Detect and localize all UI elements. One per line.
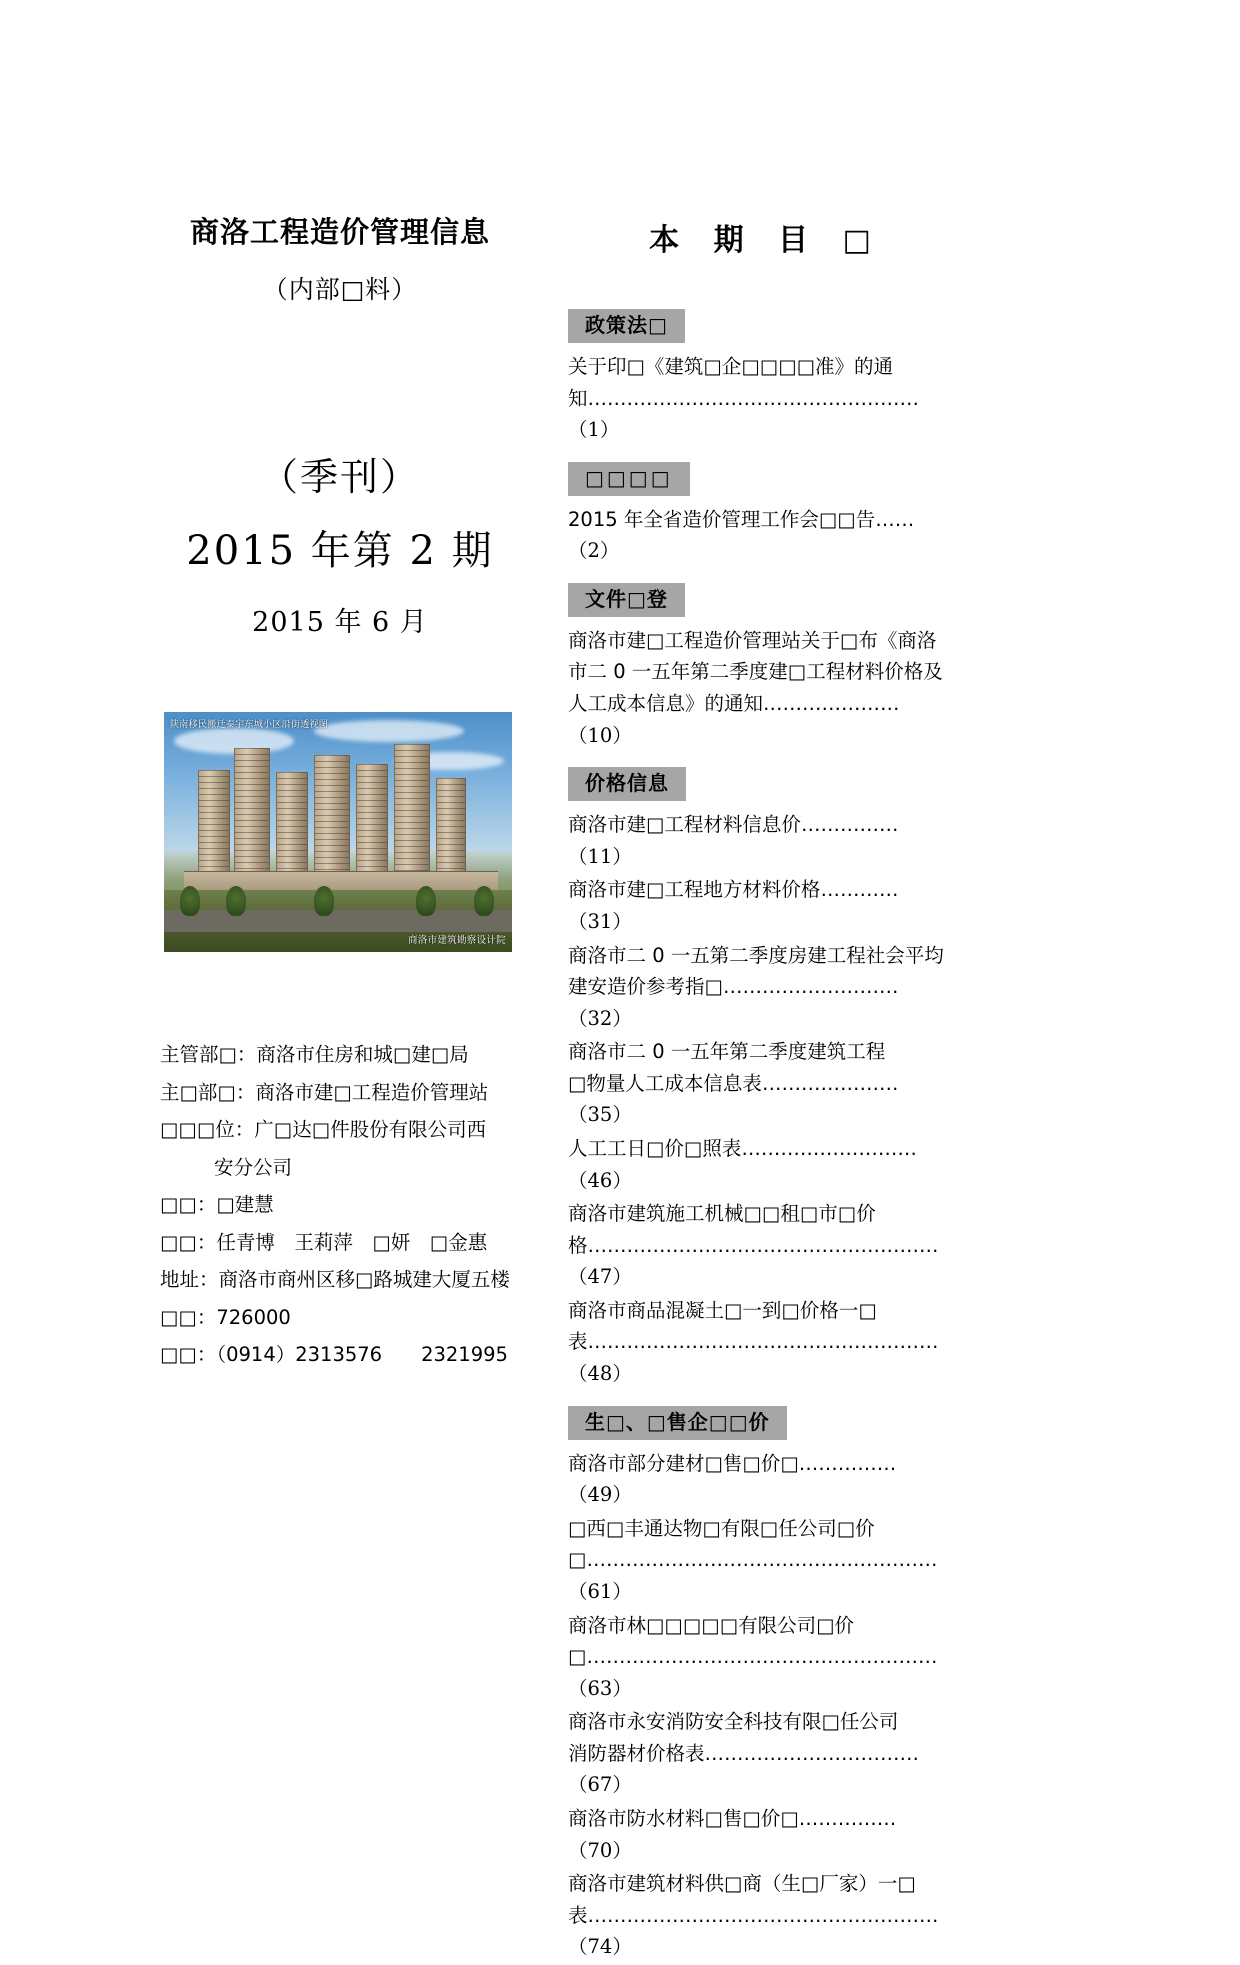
- tower-building: [234, 748, 270, 890]
- toc-leader-dots: …………: [820, 878, 899, 902]
- toc-page-number: （63）: [568, 1676, 632, 1700]
- imprint-line: □□：726000: [160, 1305, 291, 1329]
- cloud-shape: [314, 720, 464, 742]
- tower-building: [394, 744, 430, 890]
- toc-leader-dots: ………………………………………………: [586, 1645, 938, 1669]
- publication-issue: 2015 年第 2 期: [186, 527, 494, 574]
- toc-entry[interactable]: [568, 1133, 960, 1196]
- toc-entry-line: 商洛市永安消防安全科技有限□任公司: [568, 1710, 899, 1734]
- street-road: [164, 910, 512, 932]
- imprint-line: □□：□建慧: [160, 1193, 274, 1216]
- toc-entry[interactable]: [568, 351, 960, 446]
- toc-page-number: （1）: [568, 418, 620, 442]
- imprint-line: □□□位：广□达□件股份有限公司西: [160, 1118, 487, 1141]
- toc-section-badge: 文件□登: [568, 583, 685, 617]
- building-rendering-image: [164, 712, 512, 952]
- imprint-line: 地址：商洛市商州区移□路城建大厦五楼: [160, 1268, 510, 1291]
- toc-entry[interactable]: [568, 809, 960, 872]
- cover-column: [150, 200, 530, 1366]
- tree-shape: [474, 886, 494, 916]
- toc-entry[interactable]: [568, 504, 960, 567]
- toc-leader-dots: ………………………………………………: [587, 1330, 939, 1354]
- toc-entry-line: 商洛市二 0 一五第二季度房建工程社会平均: [568, 943, 944, 967]
- toc-entry-line: 2015 年全省造价管理工作会□□告: [568, 507, 876, 531]
- imprint-line: □□：任青博 王莉萍 □妍 □金惠: [160, 1230, 488, 1254]
- toc-entry-line: 商洛市防水材料□售□价□: [568, 1806, 799, 1830]
- publication-date: 2015 年 6 月: [252, 606, 428, 638]
- toc-page-number: （32）: [568, 1006, 632, 1030]
- toc-entry[interactable]: [568, 1198, 960, 1293]
- tower-building: [314, 755, 350, 890]
- toc-page-number: （47）: [568, 1265, 632, 1289]
- toc-entry-line: 商洛市建□工程材料信息价: [568, 813, 801, 837]
- imprint-line: □□：（0914）2313576 2321995: [160, 1343, 508, 1366]
- toc-leader-dots: ……………: [800, 813, 899, 837]
- toc-page-number: （31）: [568, 909, 632, 933]
- imprint-line: 主管部□：商洛市住房和城□建□局: [160, 1043, 469, 1066]
- toc-entry-line: 商洛市商品混凝土□一到□价格一□表: [568, 1298, 877, 1354]
- image-caption-bottom-right: 商洛市建筑勘察设计院: [407, 935, 506, 946]
- toc-entry-line: 关于印□《建筑□企□□□□准》的通知: [568, 355, 894, 410]
- toc-section-badge: 价格信息: [568, 767, 686, 801]
- toc-section-badge: 政策法□: [568, 309, 685, 343]
- toc-section-badge: 生□、□售企□□价: [568, 1406, 787, 1440]
- toc-page-number: （74）: [568, 1935, 632, 1959]
- toc-entry-line: 商洛市建筑施工机械□□租□市□价格: [568, 1202, 876, 1257]
- toc-entry-line: 商洛市建□工程造价管理站关于□布《商洛: [568, 628, 937, 652]
- toc-page-number: （10）: [568, 723, 632, 747]
- toc-leader-dots: ………………………………………………: [587, 1233, 939, 1257]
- toc-page-number: （67）: [568, 1773, 632, 1797]
- toc-leader-dots: ……………………………………………: [587, 386, 920, 410]
- toc-leader-dots: ………………………: [722, 975, 899, 999]
- imprint-line: 主□部□：商洛市建□工程造价管理站: [160, 1080, 489, 1104]
- toc-entry[interactable]: [568, 1448, 960, 1511]
- toc-entry-line: 商洛市建筑材料供□商（生□厂家）一□表: [568, 1872, 916, 1927]
- tree-shape: [416, 886, 436, 916]
- toc-leader-dots: ………………………………………………: [587, 1903, 939, 1927]
- toc-leader-dots: ………………………: [741, 1136, 917, 1160]
- publication-frequency: （季刊）: [259, 454, 420, 499]
- toc-entry-line: 商洛市二 0 一五年第二季度建筑工程: [568, 1040, 886, 1064]
- toc-entry[interactable]: [568, 874, 960, 937]
- tree-shape: [314, 886, 334, 916]
- toc-entry-line: 建安造价参考指□: [568, 975, 723, 999]
- toc-leader-dots: ………………………………………………: [586, 1548, 938, 1572]
- toc-leader-dots: ……………………………: [704, 1741, 920, 1765]
- toc-page-number: （2）: [568, 539, 620, 563]
- toc-entry[interactable]: [568, 1610, 960, 1705]
- imprint-line: 安分公司: [214, 1155, 293, 1179]
- toc-entry-line: 市二 0 一五年第二季度建□工程材料价格及: [568, 660, 943, 684]
- toc-entry-line: 商洛市建□工程地方材料价格: [568, 878, 821, 902]
- toc-entry[interactable]: [568, 1513, 960, 1608]
- toc-entry-line: □西□丰通达物□有限□任公司□价□: [568, 1516, 875, 1572]
- toc-leader-dots: ……………: [798, 1806, 897, 1830]
- toc-entry[interactable]: [568, 625, 960, 751]
- toc-entry-line: 商洛市林□□□□□有限公司□价□: [568, 1613, 855, 1669]
- imprint-block: [160, 1045, 532, 1383]
- toc-entry[interactable]: [568, 1803, 960, 1866]
- toc-entry[interactable]: [568, 1036, 960, 1131]
- toc-page-number: （35）: [568, 1103, 632, 1127]
- publication-subtitle: （内部□料）: [262, 274, 418, 304]
- cover-illustration: [164, 712, 512, 952]
- toc-leader-dots: …………………: [761, 1071, 899, 1095]
- toc-page-number: （70）: [568, 1838, 632, 1862]
- table-of-contents-column: [560, 215, 960, 1965]
- toc-page-number: （11）: [568, 844, 632, 868]
- tree-shape: [180, 886, 200, 916]
- image-caption-top-left: 陕南移民搬迁泰宇东城小区沿街透视图: [170, 720, 329, 730]
- toc-page-number: （48）: [568, 1362, 632, 1386]
- toc-page-number: （46）: [568, 1168, 632, 1192]
- toc-page-number: （61）: [568, 1579, 632, 1603]
- toc-entry[interactable]: [568, 1706, 960, 1801]
- toc-entry-line: 人工成本信息》的通知: [568, 692, 764, 716]
- toc-entry[interactable]: [568, 1868, 960, 1963]
- toc-entry-line: 消防器材价格表: [568, 1741, 705, 1765]
- publication-title: 商洛工程造价管理信息: [189, 215, 490, 249]
- toc-entry-line: 人工工日□价□照表: [568, 1136, 742, 1160]
- toc-body: [560, 295, 960, 1963]
- toc-leader-dots: ……: [875, 507, 915, 531]
- toc-title: 本 期 目 □: [649, 223, 883, 258]
- toc-entry[interactable]: [568, 940, 960, 1035]
- toc-leader-dots: ……………: [798, 1451, 897, 1475]
- toc-section-badge: □□□□: [568, 462, 690, 496]
- toc-entry-line: 商洛市部分建材□售□价□: [568, 1451, 799, 1475]
- tree-shape: [226, 886, 246, 916]
- toc-entry[interactable]: [568, 1295, 960, 1390]
- toc-entry-line: □物量人工成本信息表: [568, 1071, 762, 1095]
- toc-leader-dots: …………………: [763, 692, 900, 716]
- toc-page-number: （49）: [568, 1483, 632, 1507]
